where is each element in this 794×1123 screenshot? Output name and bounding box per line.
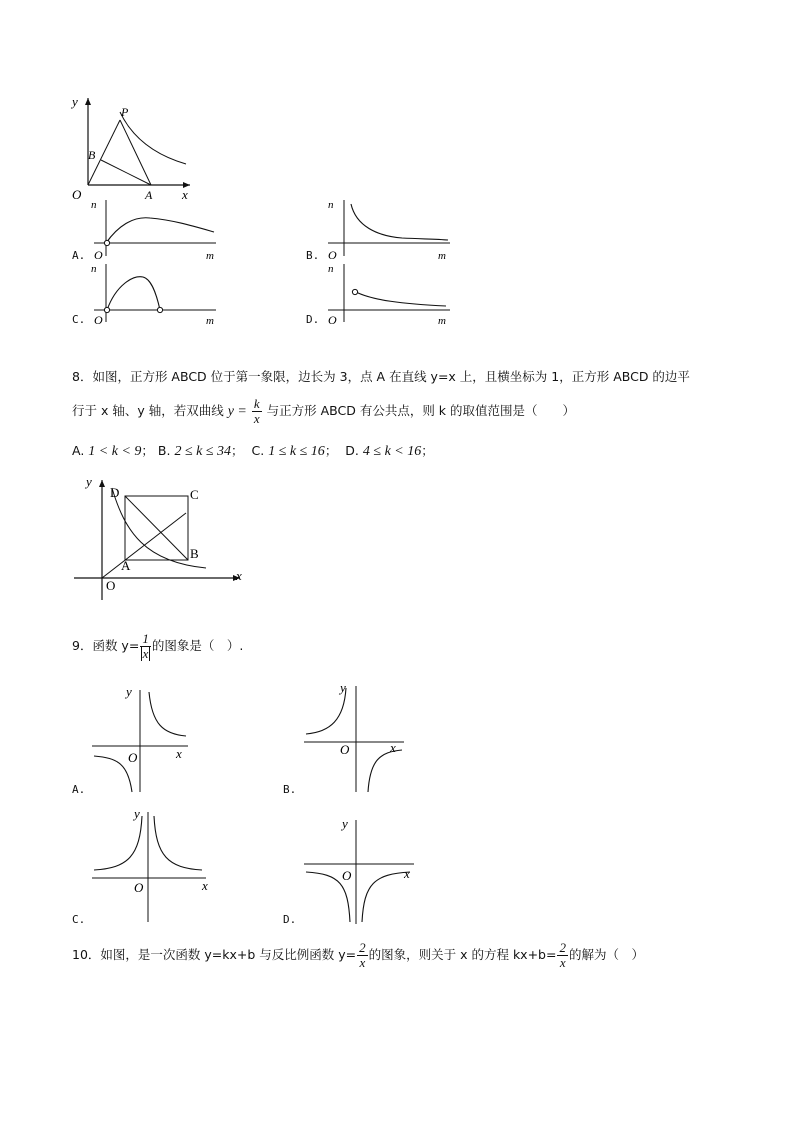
q7-option-c-graph — [88, 260, 218, 328]
q8-line2-post: 与正方形 ABCD 有公共点，则 k 的取值范围是（ ） — [266, 403, 576, 418]
q7-option-c-n: n — [91, 263, 97, 275]
q10-fraction-2 — [557, 941, 568, 970]
q9-option-d-x: x — [404, 866, 410, 881]
q7-option-b-letter: B. — [306, 249, 320, 262]
q9-option-a-letter: A. — [72, 783, 86, 796]
q8-fig-x: x — [236, 568, 242, 583]
q8-choice-a[interactable]: A. 1 < k < 9； — [72, 443, 154, 459]
q7-option-a-o: O — [94, 248, 103, 262]
q7-option-d-m: m — [438, 315, 446, 327]
q10-post: 的解为（ ） — [568, 947, 644, 962]
q10-frac2-num: 2 — [559, 940, 566, 955]
q7-option-b-n: n — [328, 199, 334, 211]
q7-option-d-graph — [322, 260, 452, 328]
q7-option-b-graph — [322, 196, 452, 264]
q7-label-a: A — [145, 188, 153, 202]
q9-option-d-o: O — [342, 868, 352, 883]
q9-option-b-graph — [300, 680, 410, 795]
q9-option-b-letter: B. — [283, 783, 297, 796]
q10-frac1-den: x — [359, 955, 366, 970]
q8-choice-c[interactable]: C. 1 ≤ k ≤ 16； — [251, 443, 338, 459]
q8-choice-a-letter: A. — [72, 443, 85, 458]
q9-option-c-letter: C. — [72, 913, 86, 926]
q8-choices — [72, 442, 434, 461]
q7-option-c-letter: C. — [72, 313, 86, 326]
q9-stem — [72, 632, 243, 661]
q9-option-c-o: O — [134, 880, 144, 895]
q9-option-a-x: x — [176, 746, 182, 761]
q9-option-c-x: x — [202, 878, 208, 893]
q8-line1: 8．如图，正方形 ABCD 位于第一象限，边长为 3，点 A 在直线 y=x 上，且横坐标为 1，正方形 ABCD 的边平 — [72, 369, 690, 384]
q7-option-a-graph — [88, 196, 218, 264]
q8-frac-num: k — [253, 396, 260, 411]
q7-option-d-letter: D. — [306, 313, 320, 326]
q9-fraction — [140, 632, 151, 661]
q8-choice-d-expr: 4 ≤ k < 16 — [362, 444, 422, 459]
q8-choice-d[interactable]: D. 4 ≤ k < 16； — [345, 443, 434, 459]
q9-frac-den: x — [142, 646, 149, 661]
q9-option-d-letter: D. — [283, 913, 297, 926]
q8-choice-d-letter: D. — [345, 443, 359, 458]
q8-eq-y: y = — [227, 404, 247, 419]
q9-option-a-graph — [88, 684, 193, 794]
q8-choice-b-expr: 2 ≤ k ≤ 34 — [174, 444, 232, 459]
q8-choice-c-expr: 1 ≤ k ≤ 16 — [268, 444, 325, 459]
q7-label-x: x — [182, 187, 188, 202]
q8-fig-o: O — [106, 578, 116, 593]
q9-pre: 9．函数 y= — [72, 638, 140, 653]
q8-choice-b-letter: B. — [157, 443, 171, 458]
q8-figure — [70, 472, 250, 602]
q8-choice-a-expr: 1 < k < 9 — [88, 444, 142, 459]
q10-fraction-1 — [357, 941, 368, 970]
q7-option-b-m: m — [438, 250, 446, 262]
q7-option-a-n: n — [91, 199, 97, 211]
q8-fig-y: y — [86, 474, 92, 489]
q7-option-b-o: O — [328, 248, 337, 262]
q9-option-a-o: O — [128, 750, 138, 765]
q10-pre: 10．如图，是一次函数 y=kx+b 与反比例函数 y= — [72, 947, 357, 962]
q9-post: 的图象是（ ）. — [151, 638, 244, 653]
q8-frac-den: x — [253, 411, 260, 426]
q8-fraction — [252, 397, 262, 426]
q8-fig-a: A — [121, 558, 131, 573]
q8-fig-b: B — [190, 546, 199, 561]
q9-option-d-y: y — [342, 816, 348, 831]
q8-fig-d: D — [110, 485, 120, 500]
q7-option-c-o: O — [94, 313, 103, 327]
q7-option-d-n: n — [328, 263, 334, 275]
q7-label-p: P — [121, 105, 129, 119]
q10-frac2-den: x — [559, 955, 566, 970]
q9-option-b-o: O — [340, 742, 350, 757]
q10-mid: 的图象，则关于 x 的方程 kx+b= — [368, 947, 557, 962]
q9-option-b-x: x — [390, 740, 396, 755]
q7-option-a-m: m — [206, 250, 214, 262]
q9-option-b-y: y — [340, 680, 346, 695]
q7-label-y: y — [72, 94, 78, 109]
q7-option-d-o: O — [328, 313, 337, 327]
q9-option-d-graph — [300, 814, 418, 926]
q7-option-c-m: m — [206, 315, 214, 327]
q7-option-a-letter: A. — [72, 249, 86, 262]
q8-choice-b[interactable]: B. 2 ≤ k ≤ 34； — [157, 443, 244, 459]
q9-option-c-y: y — [134, 806, 140, 821]
q7-label-o: O — [72, 187, 82, 202]
q10-stem — [72, 941, 644, 970]
q8-line2 — [72, 397, 575, 426]
q10-frac1-num: 2 — [359, 940, 366, 955]
q7-label-b: B — [88, 148, 96, 162]
q8-line2-pre: 行于 x 轴、y 轴，若双曲线 — [72, 403, 224, 418]
q8-choice-c-letter: C. — [251, 443, 265, 458]
q7-main-figure — [68, 90, 198, 202]
q9-option-a-y: y — [126, 684, 132, 699]
q9-option-c-graph — [88, 806, 213, 924]
q9-frac-num: 1 — [142, 631, 149, 646]
q8-fig-c: C — [190, 487, 199, 502]
